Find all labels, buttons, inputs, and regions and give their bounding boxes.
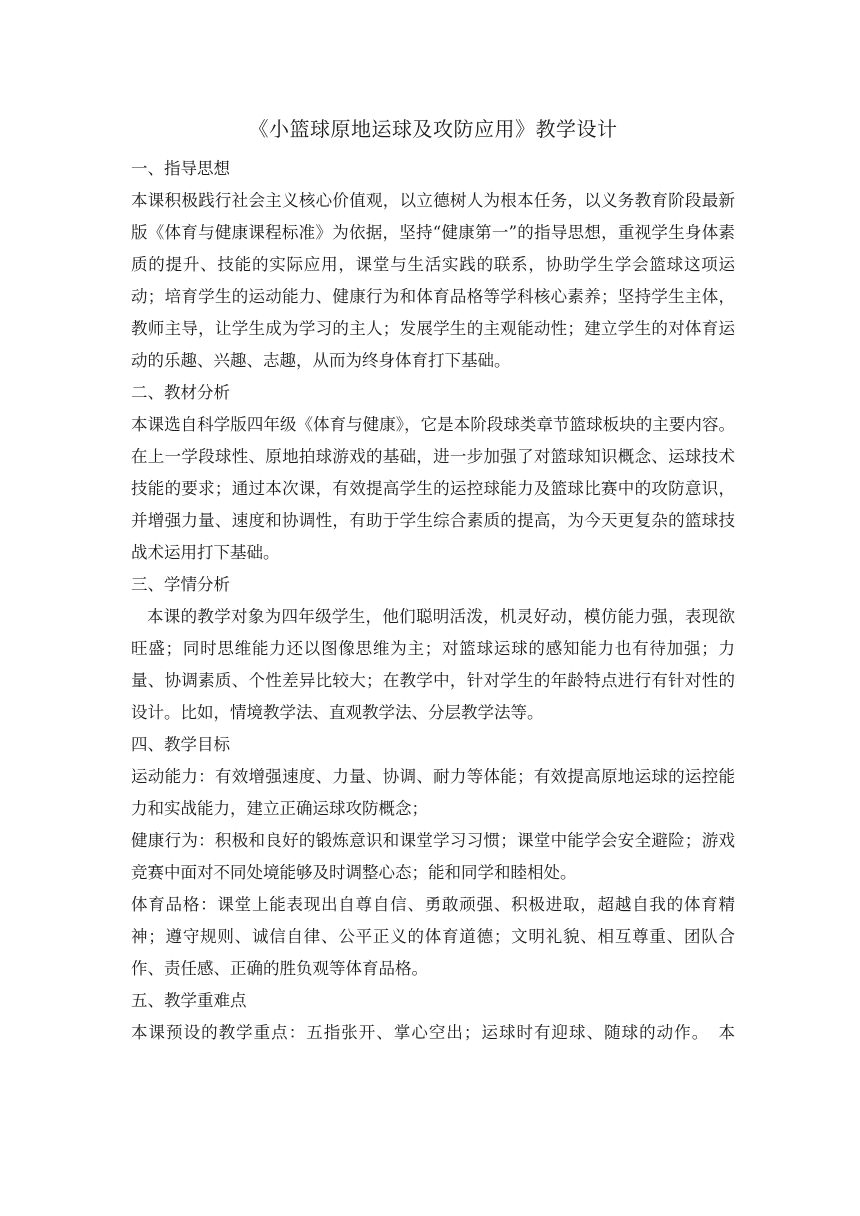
section-heading-textbook-analysis: 二、教材分析 [131, 383, 230, 402]
paragraph-student-analysis: 本课的教学对象为四年级学生，他们聪明活泼，机灵好动，模仿能力强，表现欲旺盛；同时思维能力还以图像思维为主；对篮球运球的感知能力也有待加强；力量、协调素质、个性差异比较大；在教学中，针对学生的年龄特点进行有针对性的设计。比如，情境教学法、直观教学法、分层教学法等。 [131, 607, 735, 722]
section-heading-teaching-objectives: 四、教学目标 [131, 735, 230, 754]
paragraph-textbook-analysis: 本课选自科学版四年级《体育与健康》，它是本阶段球类章节篮球板块的主要内容。在上一学段球性、原地拍球游戏的基础，进一步加强了对篮球知识概念、运球技术技能的要求；通过本次课，有效提高学生的运控球能力及篮球比赛中的攻防意识，并增强力量、速度和协调性，有助于学生综合素质的提高，为今天更复杂的篮球技战术运用打下基础。 [131, 415, 735, 562]
document-title: 《小篮球原地运球及攻防应用》教学设计 [248, 117, 618, 141]
paragraph-guiding-ideology: 本课积极践行社会主义核心价值观，以立德树人为根本任务，以义务教育阶段最新版《体育与健康课程标准》为依据，坚持“健康第一”的指导思想，重视学生身体素质的提升、技能的实际应用，课堂与生活实践的联系，协助学生学会篮球这项运动；培育学生的运动能力、健康行为和体育品格等学科核心素养；坚持学生主体，教师主导，让学生成为学习的主人；发展学生的主观能动性；建立学生的对体育运动的乐趣、兴趣、志趣，从而为终身体育打下基础。 [131, 191, 735, 370]
paragraph-objective-motor-ability: 运动能力：有效增强速度、力量、协调、耐力等体能；有效提高原地运球的运控能力和实战能力，建立正确运球攻防概念； [131, 767, 735, 818]
section-heading-student-analysis: 三、学情分析 [131, 575, 230, 594]
document-body [131, 113, 735, 1049]
section-heading-key-difficulties: 五、教学重难点 [131, 991, 247, 1010]
paragraph-key-points: 本课预设的教学重点：五指张开、掌心空出；运球时有迎球、随球的动作。 本 [131, 1023, 735, 1042]
paragraph-objective-sports-character: 体育品格：课堂上能表现出自尊自信、勇敢顽强、积极进取，超越自我的体育精神；遵守规则、诚信自律、公平正义的体育道德；文明礼貌、相互尊重、团队合作、责任感、正确的胜负观等体育品格。 [131, 895, 735, 978]
paragraph-objective-health-behavior: 健康行为：积极和良好的锻炼意识和课堂学习习惯；课堂中能学会安全避险；游戏竞赛中面对不同处境能够及时调整心态；能和同学和睦相处。 [131, 831, 735, 882]
section-heading-guiding-ideology: 一、指导思想 [131, 159, 230, 178]
